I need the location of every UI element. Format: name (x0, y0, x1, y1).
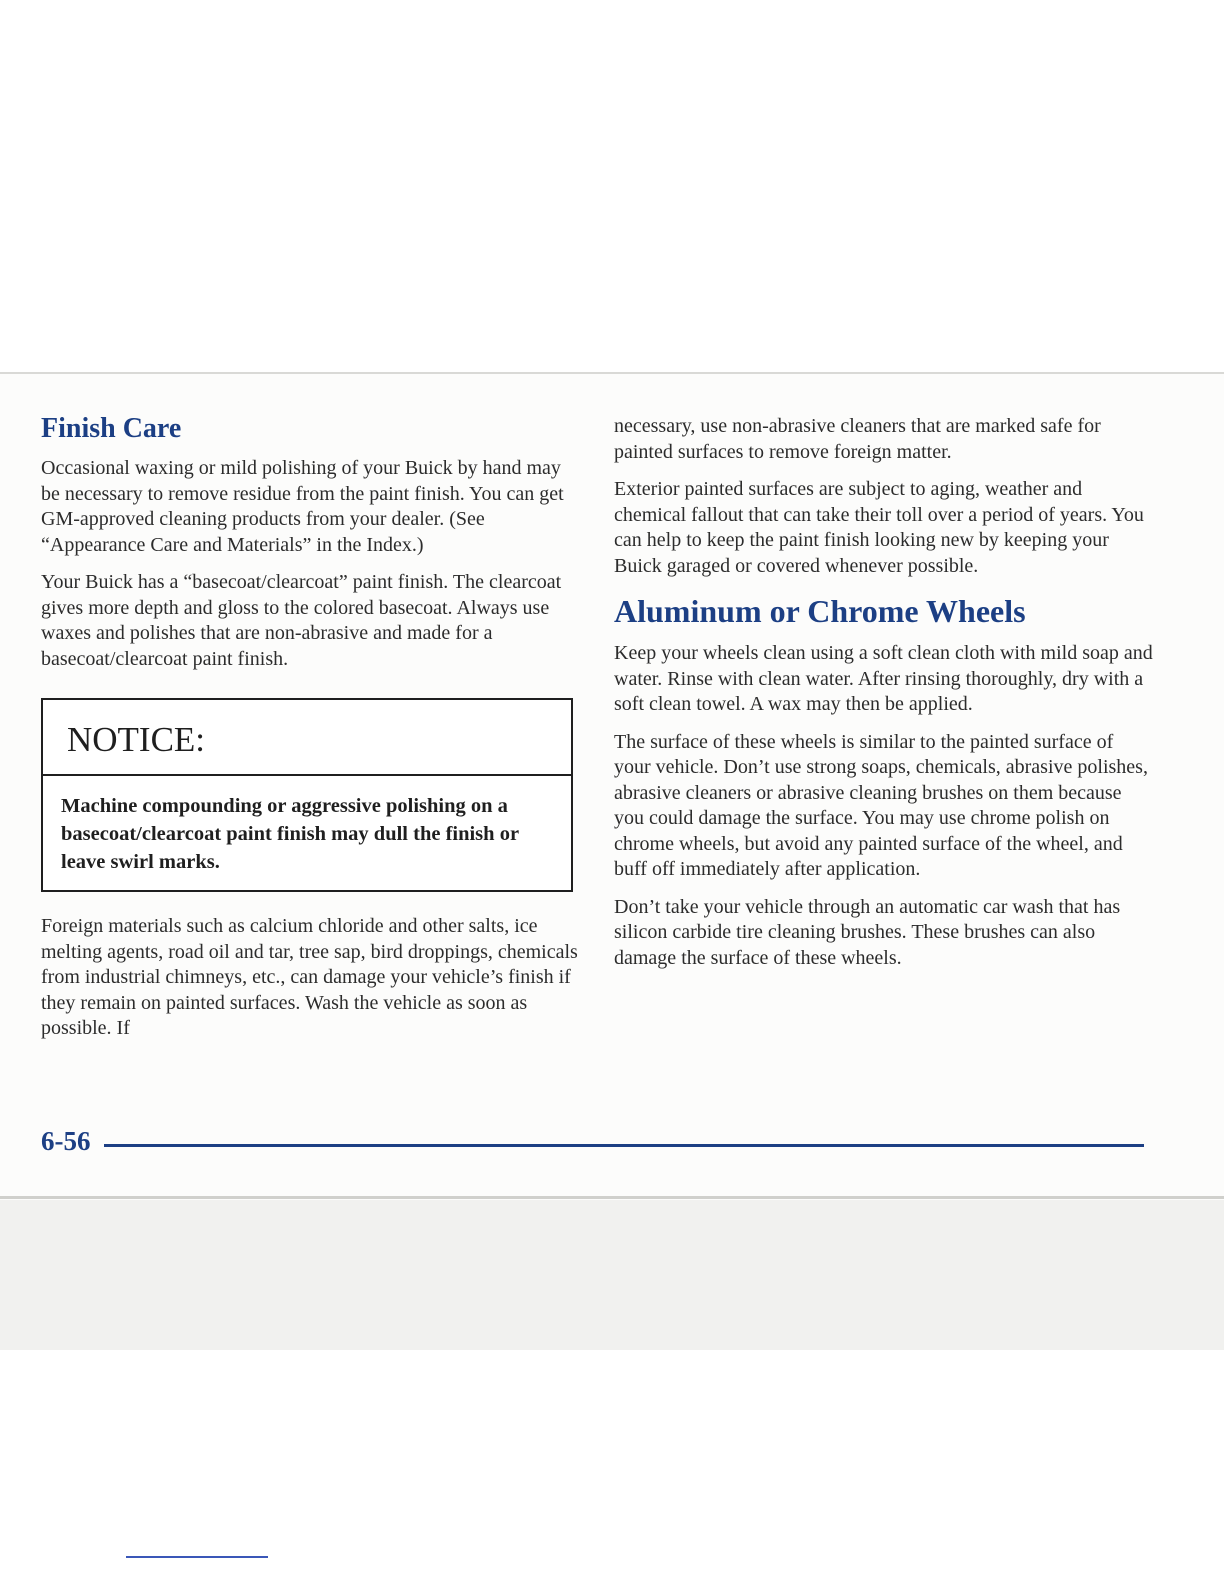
page-lower-margin (0, 1200, 1224, 1350)
foreign-materials-paragraph: Foreign materials such as calcium chloride and other salts, ice melting agents, road oil and tar, tree sap, bird droppings, chemicals from industrial chimneys, etc., can damage your vehicle’s finish if they remain on painted surfaces. Wash the vehicle as soon as possible. If (41, 915, 578, 1039)
left-column (41, 412, 581, 1054)
wheels-heading: Aluminum or Chrome Wheels (614, 593, 1026, 629)
page-top-edge (0, 372, 1224, 374)
notice-title: NOTICE: (43, 700, 571, 776)
wheels-paragraph-1: Keep your wheels clean using a soft clean cloth with mild soap and water. Rinse with clean water. After rinsing thoroughly, dry with a soft clean towel. A wax may then be applied. (614, 642, 1153, 715)
continued-paragraph: necessary, use non-abrasive cleaners that are marked safe for painted surfaces to remove foreign matter. (614, 415, 1101, 463)
bottom-underline (126, 1556, 268, 1558)
right-column (614, 414, 1154, 983)
finish-care-paragraph-1: Occasional waxing or mild polishing of your Buick by hand may be necessary to remove residue from the paint finish. You can get GM-approved cleaning products from your dealer. (See “Appearance Care and Materials” in the Index.) (41, 457, 564, 556)
notice-body: Machine compounding or aggressive polishing on a basecoat/clearcoat paint finish may dull the finish or leave swirl marks. (61, 795, 519, 873)
footer-rule (104, 1144, 1144, 1147)
exterior-paragraph: Exterior painted surfaces are subject to aging, weather and chemical fallout that can take their toll over a period of years. You can help to keep the paint finish looking new by keeping your Buick garaged or covered whenever possible. (614, 478, 1144, 577)
wheels-paragraph-3: Don’t take your vehicle through an automatic car wash that has silicon carbide tire cleaning brushes. These brushes can also damage the surface of these wheels. (614, 895, 1121, 969)
finish-care-heading: Finish Care (41, 413, 182, 444)
finish-care-paragraph-2: Your Buick has a “basecoat/clearcoat” paint finish. The clearcoat gives more depth and gloss to the colored basecoat. Always use waxes and polishes that are non-abrasive and made for a basecoat/clearcoat paint finish. (41, 571, 562, 670)
wheels-paragraph-2: The surface of these wheels is similar to the painted surface of your vehicle. Don’t use strong soaps, chemicals, abrasive polishes, abrasive cleaners or abrasive cleaning brushes on them because you could damage the surface. You may use chrome polish on chrome wheels, but avoid any painted surface of the wheel, and buff off immediately after application. (614, 730, 1148, 880)
notice-box (41, 698, 573, 892)
page-bottom-edge (0, 1196, 1224, 1199)
page-number: 6-56 (41, 1126, 91, 1156)
